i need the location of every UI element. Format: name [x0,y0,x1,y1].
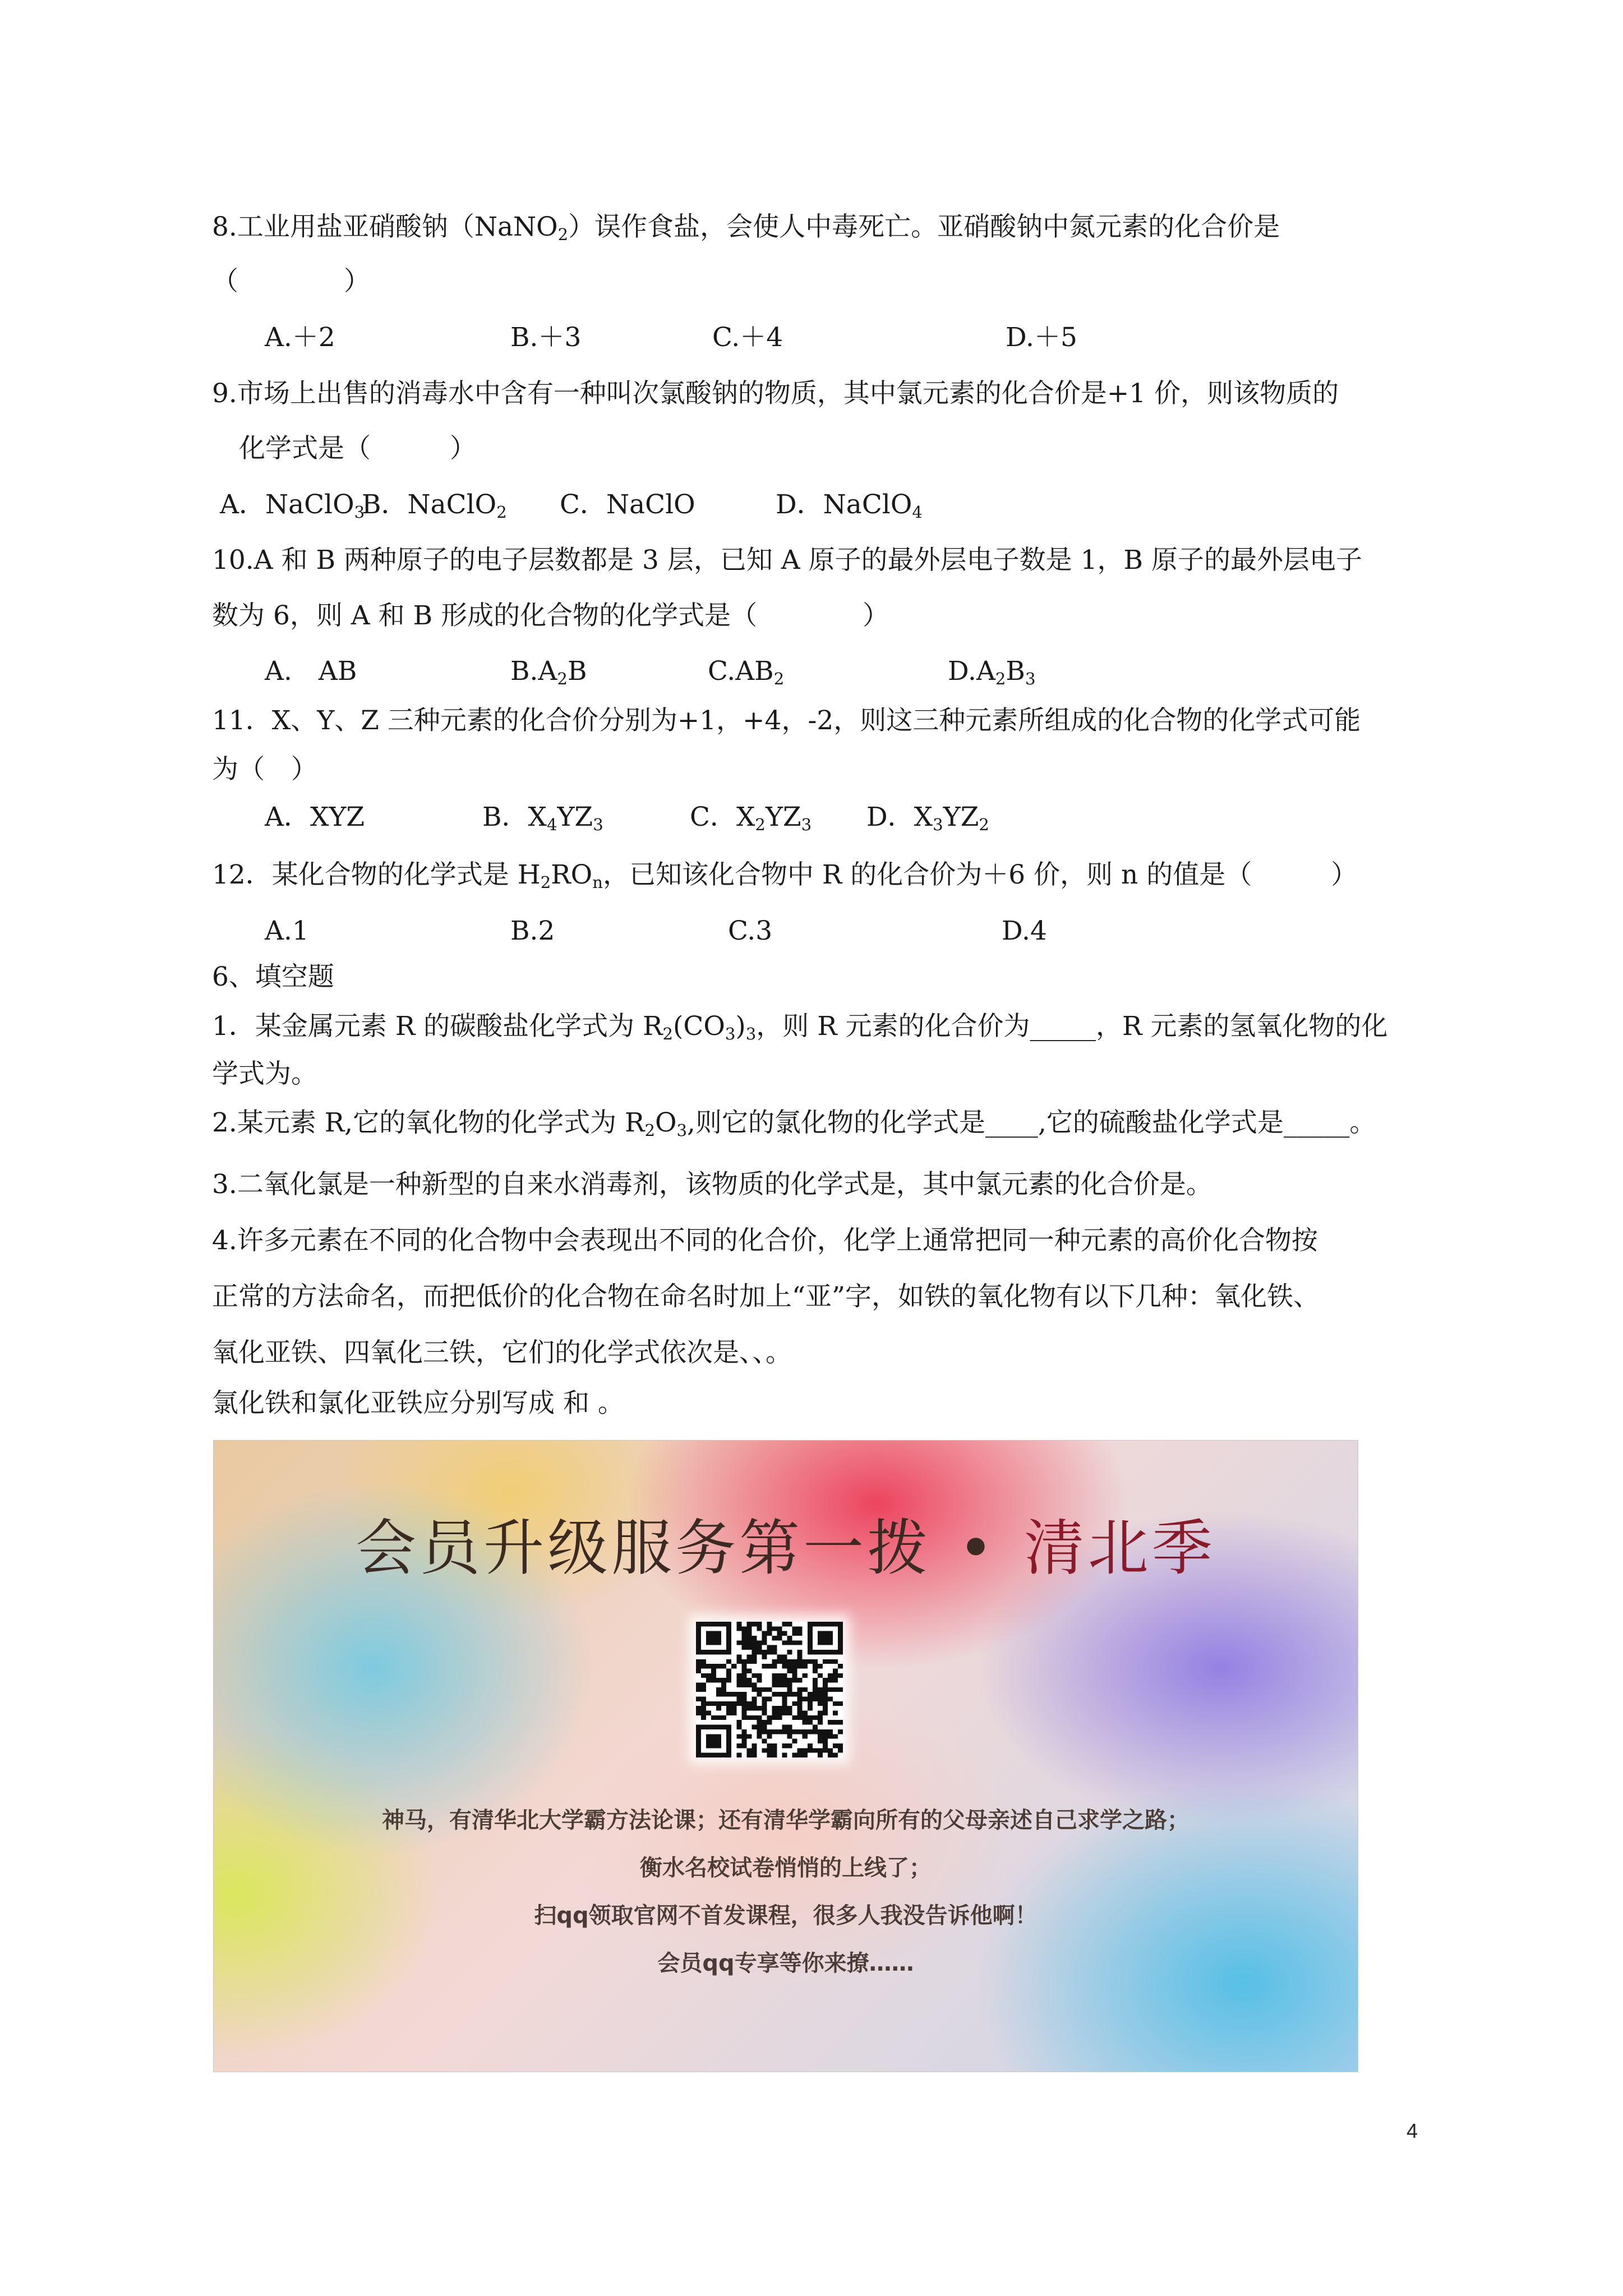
q10-option-d: $D.A_2B_3$ [948,656,1036,689]
fill-q4-line1: 4.许多元素在不同的化合物中会表现出不同的化合价，化学上通常把同一种元素的高价化合物按 [212,1225,1318,1256]
promo-banner [213,1440,1358,2072]
q9-option-d: D．NaClO$_4$ [776,489,923,522]
fill-q4-line4: 氯化铁和氯化亚铁应分别写成 和 。 [212,1388,624,1419]
q10-option-b: $B.A_2B$ [510,656,587,689]
fill-q3: 3.二氧化氯是一种新型的自来水消毒剂，该物质的化学式是，其中氯元素的化合价是。 [212,1169,1212,1200]
fill-q4-line2: 正常的方法命名，而把低价的化合物在命名时加上“亚”字，如铁的氧化物有以下几种：氧化铁、 [212,1281,1320,1312]
q10-options [0,655,1623,688]
q9-line2: 化学式是（ ） [239,433,476,464]
q12-option-b: B.2 [510,915,555,946]
q8-option-a: A.＋2 [265,322,335,353]
banner-title-brand: 清北季 [1023,1513,1216,1584]
q9-options [0,488,1623,522]
page-number: 4 [1407,2119,1418,2142]
q11-line1: 11．X、Y、Z 三种元素的化合价分别为+1，+4，-2，则这三种元素所组成的化合物的化学式可能 [212,705,1361,736]
banner-line-1: 神马，有清华北大学霸方法论课；还有清华学霸向所有的父母亲述自己求学之路； [382,1807,1189,1833]
q11-option-c: C．$X_2YZ_3$ [690,802,812,835]
banner-title-dot: • [958,1513,997,1584]
banner-line-4: 会员qq专享等你来撩…… [657,1950,914,1976]
q8-option-c: C.＋4 [712,322,783,353]
q9-line1: 9.市场上出售的消毒水中含有一种叫次氯酸钠的物质，其中氯元素的化合价是+1 价，则该物质的 [212,378,1339,409]
q12-option-c: C.3 [728,915,773,946]
q8-options [0,321,1623,355]
banner-line-2: 衡水名校试卷悄悄的上线了； [640,1855,932,1881]
q11-line2: 为（ ） [212,754,317,785]
q12-line1: 12．某化合物的化学式是 $H_2RO_n$，已知该化合物中 R 的化合价为＋6 价，则 n 的值是（ ） [212,859,1358,892]
q11-option-a: A．XYZ [265,802,365,832]
banner-title [214,1499,1358,1586]
q9-option-a: A．NaClO$_3$ [220,489,365,522]
fill-q4-line3: 氧化亚铁、四氧化三铁，它们的化学式依次是、、。 [212,1337,792,1368]
q8-line2: （ ） [212,266,370,297]
q8-option-d: D.＋5 [1006,322,1077,353]
q10-option-c: $C.AB_2$ [708,656,785,689]
fill-section-heading: 6、填空题 [212,961,334,992]
q12-option-a: A.1 [265,915,309,946]
q10-line1: 10.A 和 B 两种原子的电子层数都是 3 层，已知 A 原子的最外层电子数是 1，B 原子的最外层电子 [212,545,1362,576]
qr-code-icon[interactable] [696,1622,843,1757]
banner-title-main: 会员升级服务第一拨 [356,1513,932,1584]
q12-options [0,914,1623,948]
q9-option-b: B．NaClO$_2$ [362,489,507,522]
q11-option-b: B．$X_4YZ_3$ [482,802,603,835]
banner-line-3: 扫qq领取官网不首发课程，很多人我没告诉他啊！ [534,1903,1038,1929]
fill-q2: 2.某元素 R,它的氧化物的化学式为 $R_2O_3$,则它的氯化物的化学式是____,它的硫酸盐化学式是_____。 [212,1107,1376,1140]
q8-option-b: B.＋3 [510,322,582,353]
q9-option-c: C．NaClO [560,489,695,520]
q11-option-d: D．$X_3YZ_2$ [866,802,989,835]
q8-line1: 8.工业用盐亚硝酸钠（NaNO$_2$）误作食盐，会使人中毒死亡。亚硝酸钠中氮元素的化合价是 [212,211,1280,245]
qr-code-graphic [696,1622,843,1757]
fill-q1-line2: 学式为。 [212,1059,317,1089]
q12-option-d: D.4 [1002,915,1047,946]
q10-option-a: A. AB [265,656,357,687]
q10-line2: 数为 6，则 A 和 B 形成的化合物的化学式是（ ） [212,600,889,631]
fill-q1-line1: 1．某金属元素 R 的碳酸盐化学式为 $R_2(CO_3)_3$，则 R 元素的化合价为_____，R 元素的氢氧化物的化 [212,1011,1388,1044]
q11-options [0,800,1623,834]
